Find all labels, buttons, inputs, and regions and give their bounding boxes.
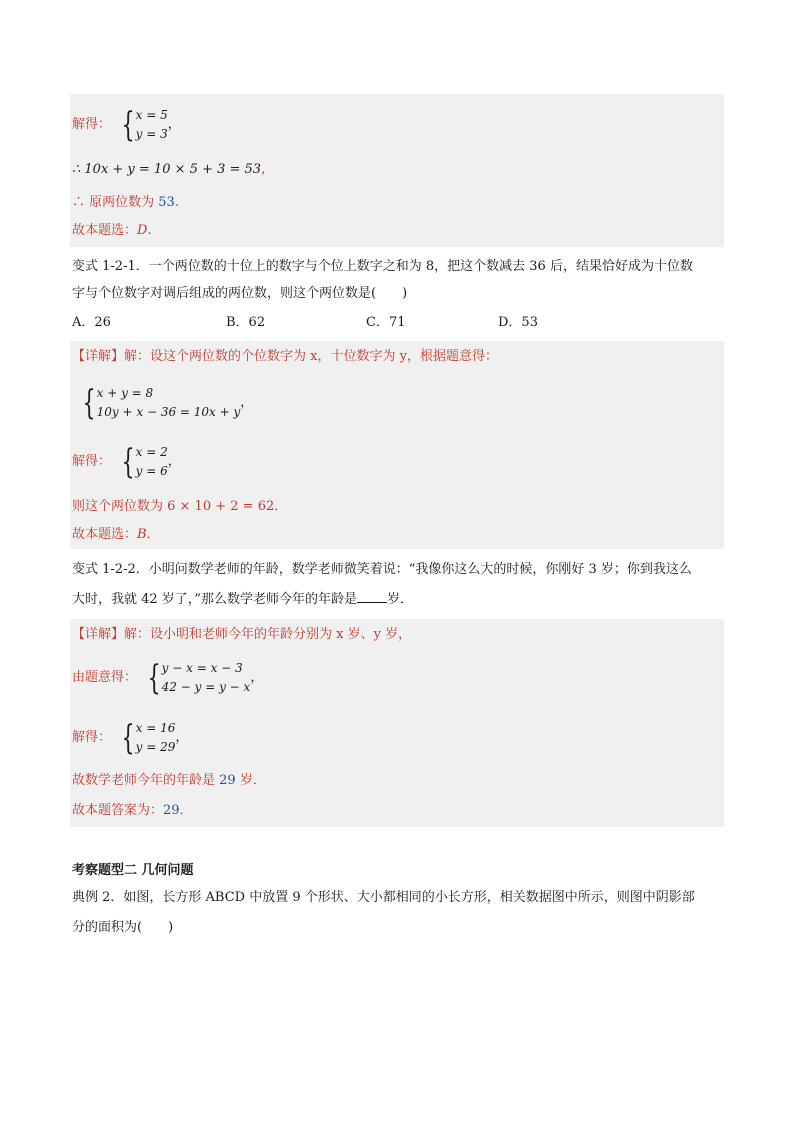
choice-text: 故本题答案为： [72, 803, 164, 818]
choice-line [70, 221, 724, 241]
punct: 岁． [235, 773, 266, 788]
choice-text: 故本题选： [72, 223, 138, 238]
equation-row: y = 6 [135, 464, 168, 478]
solve-line [70, 102, 724, 148]
punct: . [147, 223, 152, 238]
equation-row: x = 5 [135, 108, 168, 122]
choice-line [70, 801, 724, 821]
question-text: 变式 1-2-2．小明问数学老师的年龄，数学老师微笑着说：“我像你这么大的时候，你刚好 3 岁；你到我这么 [72, 562, 692, 577]
options-row [70, 309, 724, 336]
page-content [70, 94, 724, 943]
punct: ， [167, 117, 181, 132]
question-text: 变式 1-2-1．一个两位数的十位上的数字与个位上数字之和为 8，把这个数减去 36 后，结果恰好成为十位数 [72, 259, 693, 274]
answer-line [70, 771, 724, 791]
option-d: D．53 [498, 315, 538, 330]
solution-text: 解：设这个两位数的个位数字为 x，十位数字为 y，根据题意得： [124, 349, 498, 364]
choice-value: B [137, 527, 147, 542]
equation-row: y = 3 [135, 127, 168, 141]
answer-line: 则这个两位数为 6 × 10 + 2 = 62． [72, 499, 288, 514]
equation-system: { y − x = x − 3 42 − y = y − x [147, 658, 251, 698]
solve-line [70, 715, 724, 761]
equation-system: { x + y = 8 10y + x − 36 = 10x + y [82, 383, 241, 423]
answer-value: 29 [219, 773, 236, 788]
equation-row: 10y + x − 36 = 10x + y [96, 405, 241, 419]
equation-row: x = 16 [135, 721, 176, 735]
question-text-part: 岁． [386, 592, 413, 607]
solution-box-prev [70, 94, 724, 247]
option-b: B．62 [226, 315, 266, 330]
equation-system: { x = 2 y = 6 [121, 442, 168, 482]
question-1-2-2 [70, 549, 724, 615]
question-text-part: 大时，我就 42 岁了，”那么数学老师今年的年龄是 [72, 592, 357, 607]
solve-label: 解得： [72, 730, 112, 745]
equation-row: y = 29 [135, 740, 176, 754]
answer-line [70, 193, 724, 213]
punct: . [174, 195, 179, 210]
solution-intro [70, 625, 724, 645]
answer-value: 53 [158, 195, 175, 210]
section-2 [70, 861, 724, 943]
solution-box-1-2-1 [70, 341, 724, 549]
solve-label: 解得： [72, 117, 112, 132]
answer-blank [357, 590, 387, 603]
solve-line [70, 439, 724, 485]
equation-row: x + y = 8 [96, 386, 154, 400]
punct: ， [240, 395, 254, 410]
question-1-2-1 [70, 247, 724, 336]
solution-intro [70, 347, 724, 367]
solve-label: 解得： [72, 454, 112, 469]
equation-row: x = 2 [135, 445, 168, 459]
example-text: 典例 2．如图，长方形 ABCD 中放置 9 个形状、大小都相同的小长方形，相关数据图中所示，则图中阴影部 [72, 890, 695, 905]
punct: ， [261, 162, 275, 177]
equation-line [70, 655, 724, 701]
equation-line [70, 379, 724, 427]
example-text: 分的面积为( ) [72, 920, 174, 935]
equation-row: y − x = x − 3 [161, 661, 243, 675]
section-title: 考察题型二 几何问题 [72, 863, 194, 878]
choice-line [70, 525, 724, 545]
detail-tag: 【详解】 [72, 349, 125, 364]
compute-text: ∴ 10x + y = 10 × 5 + 3 = 53 [72, 162, 262, 177]
detail-tag: 【详解】 [72, 627, 125, 642]
punct: ， [250, 670, 264, 685]
question-text [70, 585, 724, 615]
choice-value: D [137, 223, 148, 238]
option-a: A．26 [72, 315, 111, 330]
answer-value: 29 [163, 803, 180, 818]
equation-system: { x = 16 y = 29 [121, 718, 176, 758]
equation-system: { x = 5 y = 3 [121, 105, 168, 145]
punct: ， [167, 454, 181, 469]
equation-label: 由题意得： [72, 670, 138, 685]
compute-line [70, 160, 724, 180]
option-c: C．71 [366, 315, 406, 330]
question-text: 字与个位数字对调后组成的两位数，则这个两位数是( ) [72, 286, 408, 301]
answer-text: ∴ 原两位数为 [72, 195, 159, 210]
choice-text: 故本题选： [72, 527, 138, 542]
solution-text: 解：设小明和老师今年的年龄分别为 x 岁、y 岁， [124, 627, 412, 642]
solution-box-1-2-2 [70, 619, 724, 827]
punct: ， [175, 730, 189, 745]
punct: ． [179, 803, 193, 818]
answer-text: 故数学老师今年的年龄是 [72, 773, 220, 788]
punct: ． [146, 527, 160, 542]
equation-row: 42 − y = y − x [161, 680, 251, 694]
